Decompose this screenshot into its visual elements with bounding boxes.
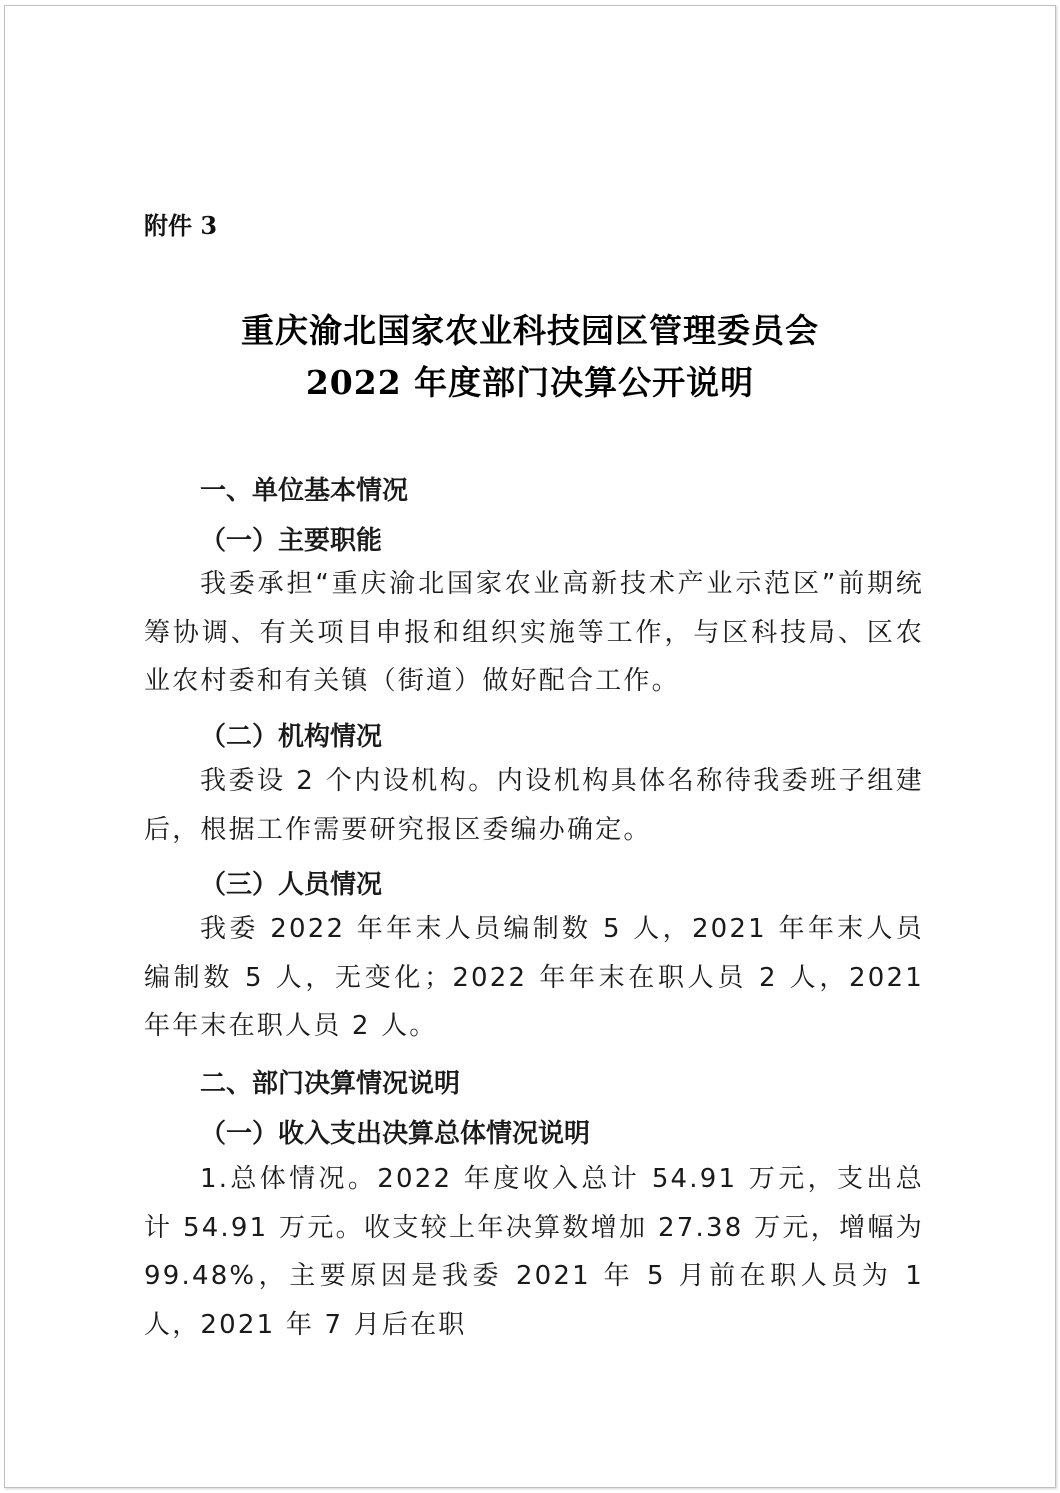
paragraph-main-functions: 我委承担“重庆渝北国家农业高新技术产业示范区”前期统筹协调、有关项目申报和组织实施等工作，与区科技局、区农业农村委和有关镇（街道）做好配合工作。 — [144, 569, 924, 696]
document-title-line-1: 重庆渝北国家农业科技园区管理委员会 — [241, 311, 819, 350]
paragraph-personnel: 我委 2022 年年末人员编制数 5 人，2021 年年末人员编制数 5 人，无变化；2022 年年末在职人员 2 人，2021 年年末在职人员 2 人。 — [144, 914, 924, 1041]
paragraph-income-expenditure: 1.总体情况。2022 年度收入总计 54.91 万元，支出总计 54.91 万元。收支较上年决算数增加 27.38 万元，增幅为 99.48%，主要原因是我委 2021 年 5 月前在职人员为 1 人，2021 年 7 月后在职 — [144, 1164, 924, 1340]
section-heading-basic-info: 一、单位基本情况 — [200, 476, 409, 506]
section-heading-final-accounts: 二、部门决算情况说明 — [200, 1069, 461, 1099]
attachment-label: 附件 3 — [144, 211, 218, 240]
subsection-heading-personnel: （三）人员情况 — [200, 870, 383, 900]
document-title-line-2: 2022 年度部门决算公开说明 — [305, 363, 755, 402]
subsection-heading-organization: （二）机构情况 — [200, 722, 383, 752]
subsection-heading-main-functions: （一）主要职能 — [200, 526, 383, 556]
paragraph-organization: 我委设 2 个内设机构。内设机构具体名称待我委班子组建后，根据工作需要研究报区委编办确定。 — [144, 766, 924, 845]
subsection-heading-income-expenditure: （一）收入支出决算总体情况说明 — [200, 1119, 591, 1149]
